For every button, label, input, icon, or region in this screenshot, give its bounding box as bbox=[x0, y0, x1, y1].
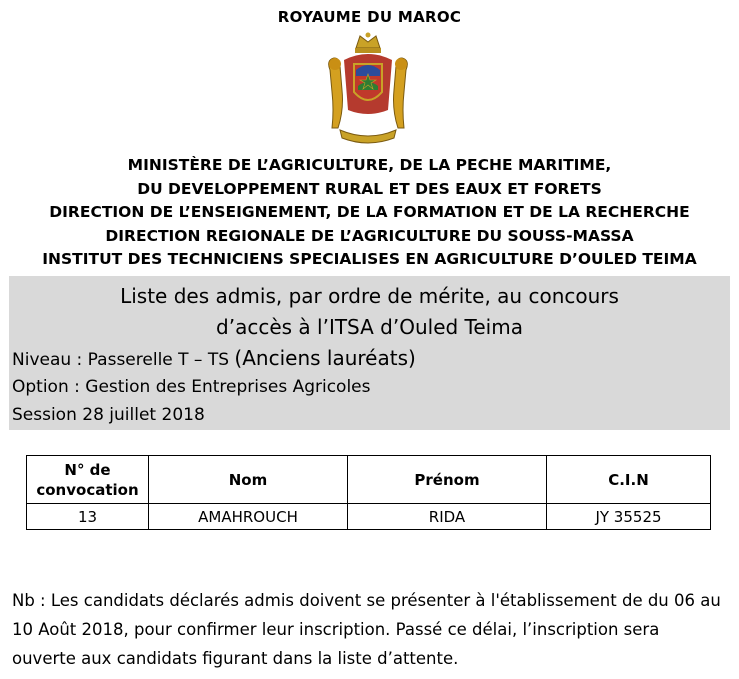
note-paragraph: Nb : Les candidats déclarés admis doivent se présenter à l'établissement de du 06 au 10 Août 2018, pour confirmer leur inscription. Passé ce délai, l’inscription sera ouverte aux candidats figurant dans la liste d’attente. bbox=[12, 591, 721, 668]
table-header-row bbox=[27, 456, 711, 504]
kingdom-title: ROYAUME DU MAROC bbox=[277, 8, 462, 26]
ministry-line: DIRECTION DE L’ENSEIGNEMENT, DE LA FORMATION ET DE LA RECHERCHE bbox=[49, 203, 690, 221]
niveau-extra: (Anciens lauréats) bbox=[234, 346, 416, 370]
cell-prenom: RIDA bbox=[348, 504, 547, 530]
niveau-line bbox=[12, 346, 416, 370]
option-line: Option : Gestion des Entreprises Agricoles bbox=[12, 377, 371, 397]
table-row bbox=[27, 504, 711, 530]
cell-cin: JY 35525 bbox=[547, 504, 711, 530]
ministry-line: MINISTÈRE DE L’AGRICULTURE, DE LA PECHE MARITIME, bbox=[127, 156, 612, 174]
cell-convocation: 13 bbox=[27, 504, 149, 530]
cell-nom: AMAHROUCH bbox=[149, 504, 348, 530]
royal-coat-of-arms-icon bbox=[324, 30, 412, 148]
list-title bbox=[0, 281, 739, 343]
header-nom: Nom bbox=[149, 456, 348, 504]
list-title-line-2: d’accès à l’ITSA d’Ouled Teima bbox=[216, 315, 523, 339]
ministry-line: DU DEVELOPPEMENT RURAL ET DES EAUX ET FORETS bbox=[137, 179, 602, 198]
results-table bbox=[26, 455, 711, 530]
session-line: Session 28 juillet 2018 bbox=[12, 405, 205, 425]
header-cin: C.I.N bbox=[547, 456, 711, 504]
header-prenom: Prénom bbox=[348, 456, 547, 504]
ministry-line: INSTITUT DES TECHNICIENS SPECIALISES EN AGRICULTURE D’OULED TEIMA bbox=[42, 250, 697, 268]
ministry-header bbox=[0, 154, 739, 272]
niveau-label: Niveau : Passerelle T – TS bbox=[12, 350, 230, 370]
list-title-line-1: Liste des admis, par ordre de mérite, au concours bbox=[120, 284, 619, 308]
header-convocation: N° de convocation bbox=[27, 456, 149, 504]
ministry-line: DIRECTION REGIONALE DE L’AGRICULTURE DU SOUSS-MASSA bbox=[105, 226, 634, 245]
